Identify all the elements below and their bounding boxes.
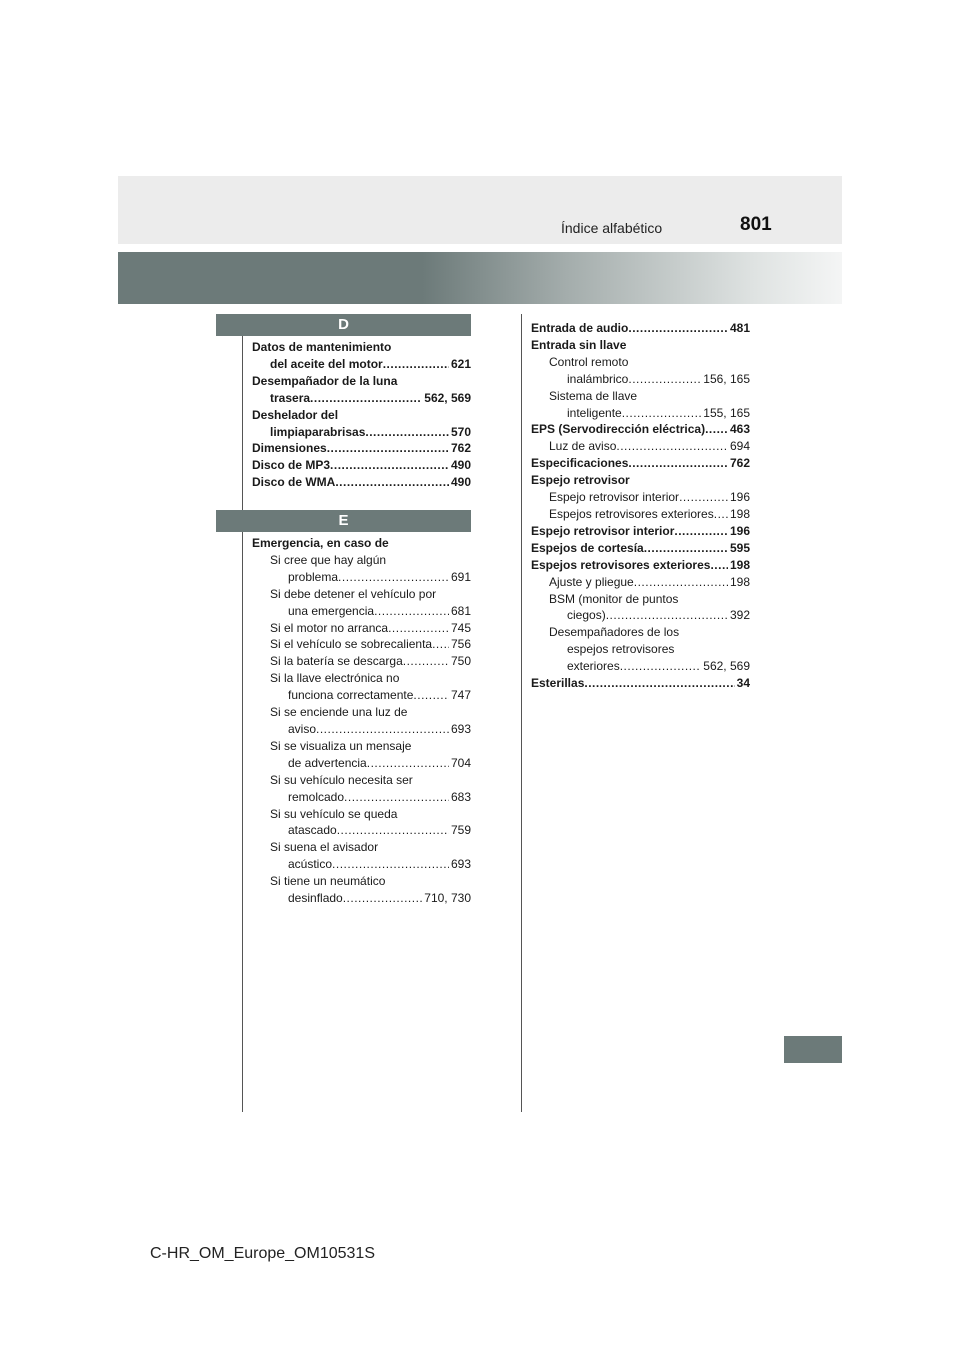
entry-label: Espejos retrovisores exteriores <box>549 506 714 521</box>
index-entry <box>252 653 471 670</box>
entry-label: remolcado <box>288 789 345 804</box>
entry-label: Dimensiones <box>252 441 327 456</box>
index-heading: Desempañador de la luna <box>252 373 398 388</box>
index-entry <box>252 636 471 653</box>
entry-label: Disco de MP3 <box>252 458 331 473</box>
index-entry <box>252 474 471 491</box>
leader-dots <box>383 356 449 373</box>
index-entry <box>252 457 471 474</box>
leader-dots <box>388 620 449 637</box>
section-letter-d: D <box>216 314 471 336</box>
index-entry <box>531 574 750 591</box>
index-subheading: Si debe detener el vehículo por <box>270 586 437 601</box>
index-subheading: Si la llave electrónica no <box>270 671 400 686</box>
leader-dots <box>628 320 728 337</box>
entry-label: Espejo retrovisor interior <box>549 490 680 505</box>
section-title: Índice alfabético <box>561 220 663 236</box>
header-band <box>118 176 842 244</box>
index-entry <box>531 320 750 337</box>
index-entry <box>531 540 750 557</box>
entry-page: 198 <box>729 557 750 572</box>
entry-page: 198 <box>729 506 750 521</box>
page-number: 801 <box>740 214 772 235</box>
leader-dots <box>338 569 449 586</box>
entry-label: exteriores <box>567 659 620 674</box>
leader-dots <box>584 675 734 692</box>
entry-label: inalámbrico <box>567 371 629 386</box>
index-entry <box>252 755 471 772</box>
entry-label: EPS (Servodirección eléctrica) <box>531 422 706 437</box>
entry-label: Si la batería se descarga <box>270 654 403 669</box>
entry-page: 196 <box>729 523 750 538</box>
entry-page: 155, 165 <box>703 405 750 420</box>
index-column-d <box>252 339 471 491</box>
index-subheading: Si suena el avisador <box>270 840 379 855</box>
entry-page: 691 <box>450 569 471 584</box>
entry-page: 704 <box>450 755 471 770</box>
index-heading: Emergencia, en caso de <box>252 536 389 550</box>
entry-label: trasera <box>270 390 311 405</box>
index-entry <box>531 523 750 540</box>
leader-dots <box>343 890 423 907</box>
leader-dots <box>337 822 449 839</box>
entry-label: Luz de aviso <box>549 439 617 454</box>
leader-dots <box>367 755 449 772</box>
entry-page: 710, 730 <box>424 891 471 906</box>
entry-page: 750 <box>450 654 471 669</box>
entry-label: Especificaciones <box>531 456 629 471</box>
index-entry <box>531 489 750 506</box>
index-entry <box>252 603 471 620</box>
entry-page: 693 <box>450 721 471 736</box>
index-entry <box>252 620 471 637</box>
leader-dots <box>674 523 728 540</box>
entry-label: Si el vehículo se sobrecalienta <box>270 637 433 652</box>
leader-dots <box>616 438 728 455</box>
leader-dots <box>335 474 449 491</box>
leader-dots <box>634 574 728 591</box>
entry-page: 198 <box>729 574 750 589</box>
leader-dots <box>365 424 449 441</box>
index-subheading: BSM (monitor de puntos <box>549 591 679 606</box>
index-entry <box>531 455 750 472</box>
entry-page: 34 <box>736 676 750 691</box>
entry-label: una emergencia <box>288 603 375 618</box>
entry-page: 759 <box>450 823 471 838</box>
entry-label: Espejos retrovisores exteriores <box>531 557 711 572</box>
index-entry <box>531 607 750 624</box>
index-subheading: Sistema de llave <box>549 388 638 403</box>
entry-label: Entrada de audio <box>531 321 629 335</box>
index-subheading: Desempañadores de los <box>549 625 680 640</box>
entry-page: 681 <box>450 603 471 618</box>
index-entry <box>252 687 471 704</box>
entry-label: Si el motor no arranca <box>270 620 389 635</box>
leader-dots <box>330 457 449 474</box>
index-subheading: Si se enciende una luz de <box>270 705 408 720</box>
entry-label: de advertencia <box>288 755 367 770</box>
entry-label: Espejos de cortesía <box>531 540 644 555</box>
index-entry <box>531 658 750 675</box>
entry-page: 694 <box>729 439 750 454</box>
leader-dots <box>714 506 728 523</box>
index-subheading: Control remoto <box>549 354 629 369</box>
index-subheading: Si cree que hay algún <box>270 552 387 567</box>
index-entry <box>252 569 471 586</box>
entry-label: limpiaparabrisas <box>270 424 366 439</box>
entry-label: acústico <box>288 857 333 872</box>
index-heading: Entrada sin llave <box>531 337 627 352</box>
index-heading: Datos de mantenimiento <box>252 340 392 354</box>
leader-dots <box>344 789 449 806</box>
index-column-right <box>531 320 750 692</box>
index-column-e <box>252 535 471 907</box>
leader-dots <box>705 421 728 438</box>
leader-dots <box>327 440 449 457</box>
index-entry <box>252 721 471 738</box>
entry-page: 762 <box>729 456 750 471</box>
index-subheading: Si tiene un neumático <box>270 874 386 889</box>
index-entry <box>531 675 750 692</box>
leader-dots <box>316 721 449 738</box>
index-entry <box>531 371 750 388</box>
leader-dots <box>432 636 449 653</box>
index-entry <box>252 856 471 873</box>
index-subheading: espejos retrovisores <box>567 642 675 657</box>
leader-dots <box>628 455 728 472</box>
entry-label: funciona correctamente <box>288 688 414 703</box>
document-code: C-HR_OM_Europe_OM10531S <box>150 1245 375 1262</box>
entry-label: inteligente <box>567 405 622 420</box>
entry-page: 621 <box>450 356 471 371</box>
entry-page: 693 <box>450 857 471 872</box>
entry-label: atascado <box>288 823 337 838</box>
entry-label: ciegos) <box>567 608 606 623</box>
index-entry <box>531 421 750 438</box>
index-entry <box>531 405 750 422</box>
leader-dots <box>628 371 701 388</box>
entry-label: Disco de WMA <box>252 475 336 490</box>
index-entry <box>531 438 750 455</box>
index-entry <box>252 390 471 407</box>
entry-page: 490 <box>450 475 471 490</box>
index-entry <box>252 890 471 907</box>
index-subheading: Si su vehículo necesita ser <box>270 772 413 787</box>
leader-dots <box>644 540 728 557</box>
entry-page: 756 <box>450 637 471 652</box>
leader-dots <box>620 658 702 675</box>
entry-page: 562, 569 <box>424 390 471 405</box>
column-rule-left <box>242 314 243 1112</box>
entry-label: Ajuste y pliegue <box>549 574 634 589</box>
index-heading: Deshelador del <box>252 407 339 422</box>
decorative-banner <box>118 252 842 304</box>
entry-label: desinflado <box>288 891 343 906</box>
entry-label: Espejo retrovisor interior <box>531 523 675 538</box>
column-rule-middle <box>521 314 522 1112</box>
entry-page: 562, 569 <box>703 659 750 674</box>
section-letter-e: E <box>216 510 471 532</box>
leader-dots <box>679 489 728 506</box>
entry-page: 747 <box>450 688 471 703</box>
index-entry <box>531 506 750 523</box>
entry-page: 196 <box>729 490 750 505</box>
leader-dots <box>374 603 449 620</box>
entry-label: del aceite del motor <box>270 356 383 371</box>
index-heading: Espejo retrovisor <box>531 473 630 488</box>
leader-dots <box>710 557 728 574</box>
leader-dots <box>622 405 702 422</box>
index-entry <box>531 557 750 574</box>
entry-page: 463 <box>729 422 750 437</box>
index-entry <box>252 789 471 806</box>
leader-dots <box>413 687 449 704</box>
index-subheading: Si se visualiza un mensaje <box>270 738 412 753</box>
entry-page: 570 <box>450 424 471 439</box>
entry-page: 762 <box>450 441 471 456</box>
leader-dots <box>332 856 449 873</box>
leader-dots <box>403 653 449 670</box>
entry-label: Esterillas <box>531 676 585 691</box>
entry-page: 683 <box>450 789 471 804</box>
entry-page: 392 <box>729 608 750 623</box>
index-entry <box>252 424 471 441</box>
index-entry <box>252 440 471 457</box>
index-entry <box>252 356 471 373</box>
leader-dots <box>310 390 422 407</box>
entry-page: 481 <box>729 321 750 335</box>
leader-dots <box>606 607 728 624</box>
index-subheading: Si su vehículo se queda <box>270 806 398 821</box>
chapter-thumb-tab <box>784 1036 842 1063</box>
entry-page: 156, 165 <box>703 371 750 386</box>
entry-page: 745 <box>450 620 471 635</box>
entry-page: 490 <box>450 458 471 473</box>
entry-label: problema <box>288 569 339 584</box>
entry-label: aviso <box>288 721 317 736</box>
entry-page: 595 <box>729 540 750 555</box>
index-entry <box>252 822 471 839</box>
